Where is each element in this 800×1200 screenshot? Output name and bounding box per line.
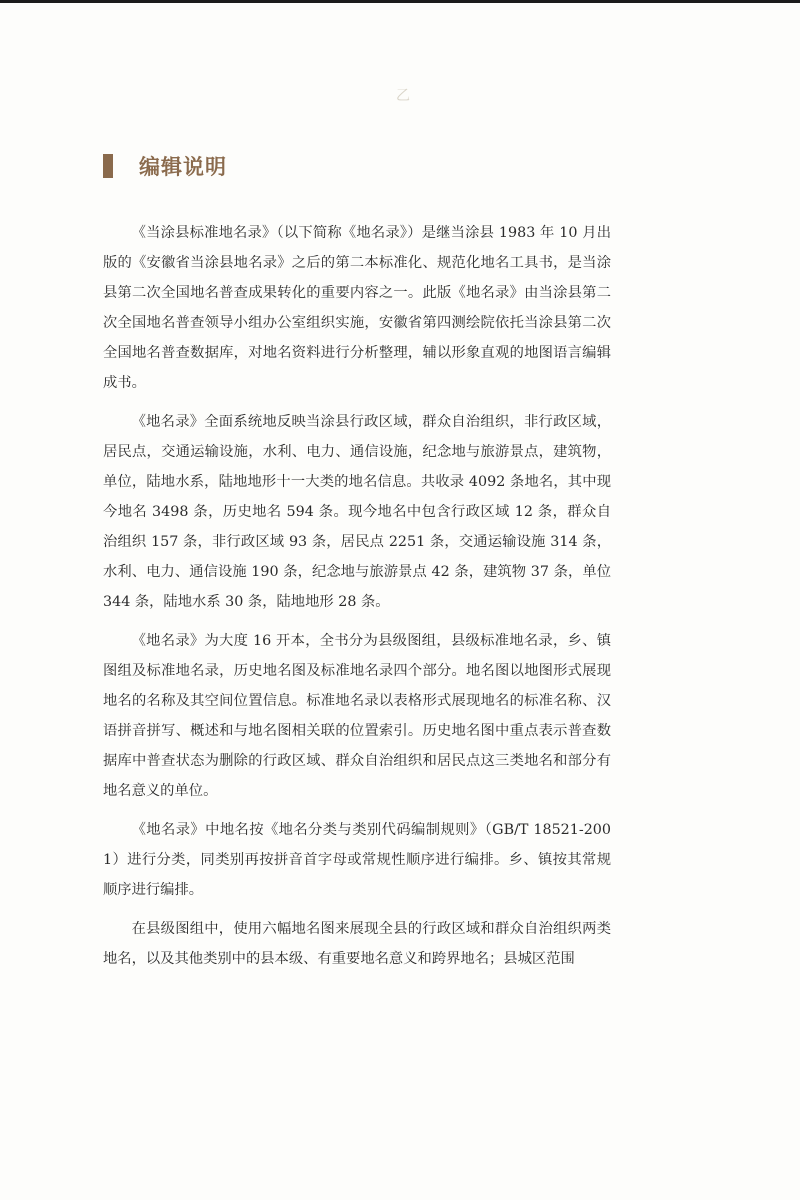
paragraph-book-structure: 《地名录》为大度 16 开本，全书分为县级图组，县级标准地名录，乡、镇图组及标准地名录，历史地名图及标准地名录四个部分。地名图以地图形式展现地名的名称及其空间位置信息。标准地名录以表格形式展现地名的标准名称、汉语拼音拼写、概述和与地名图相关联的位置索引。历史地名图中重点表示普查数据库中普查状态为删除的行政区域、群众自治组织和居民点这三类地名和部分有地名意义的单位。: [103, 633, 611, 799]
page-top-edge: [0, 0, 800, 3]
paragraph-county-maps: 在县级图组中，使用六幅地名图来展现全县的行政区域和群众自治组织两类地名，以及其他类别中的县本级、有重要地名意义和跨界地名；县城区范围: [103, 921, 611, 967]
section-title: 编辑说明: [139, 155, 227, 179]
paragraph-intro: 《当涂县标准地名录》（以下简称《地名录》）是继当涂县 1983 年 10 月出版的《安徽省当涂县地名录》之后的第二本标准化、规范化地名工具书，是当涂县第二次全国地名普查成果转化的重要内容之一。此版《地名录》由当涂县第二次全国地名普查领导小组办公室组织实施，安徽省第四测绘院依托当涂县第二次全国地名普查数据库，对地名资料进行分析整理，辅以形象直观的地图语言编辑成书。: [103, 225, 611, 391]
faint-scan-mark: 乙: [396, 88, 410, 104]
paragraph-classification: 《地名录》中地名按《地名分类与类别代码编制规则》（GB/T 18521-2001）进行分类，同类别再按拼音首字母或常规性顺序进行编排。乡、镇按其常规顺序进行编排。: [103, 822, 611, 898]
paragraph-content-scope: 《地名录》全面系统地反映当涂县行政区域，群众自治组织，非行政区域，居民点，交通运输设施，水利、电力、通信设施，纪念地与旅游景点，建筑物，单位，陆地水系，陆地地形十一大类的地名信息。共收录 4092 条地名，其中现今地名 3498 条，历史地名 594 条。现今地名中包含行政区域 12 条，群众自治组织 157 条，非行政区域 93 条，居民点 2251 条，交通运输设施 314 条，水利、电力、通信设施 190 条，纪念地与旅游景点 42 条，建筑物 37 条，单位 344 条，陆地水系 30 条，陆地地形 28 条。: [103, 414, 611, 610]
section-header: [103, 150, 227, 182]
section-marker-bar: [103, 154, 113, 178]
body-text: [103, 218, 611, 974]
